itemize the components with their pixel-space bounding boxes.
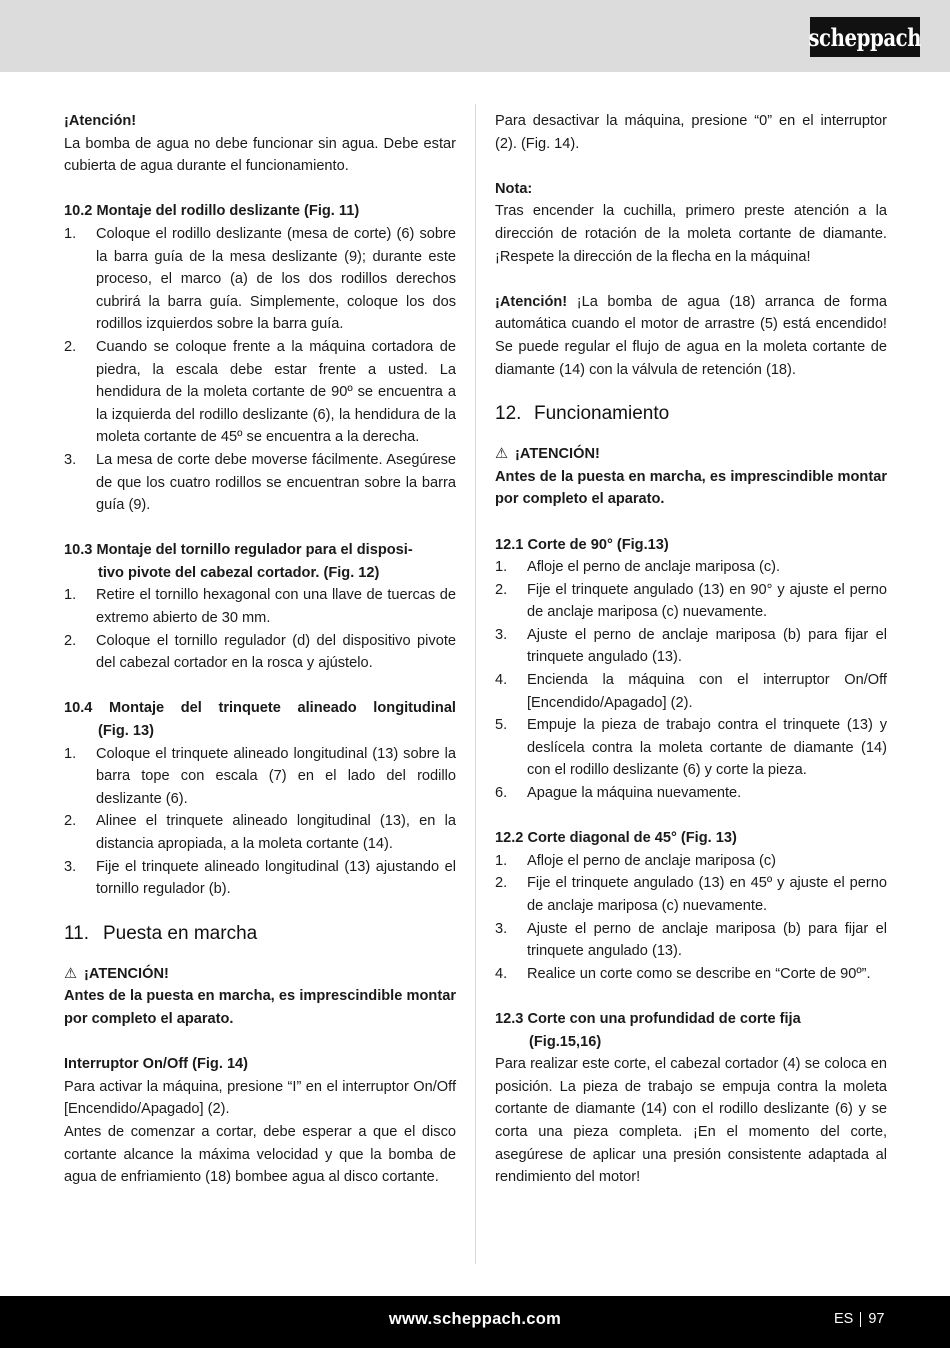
note-title: Nota: — [495, 180, 533, 197]
list-item-number: 3. — [495, 626, 508, 643]
list-item-text: Apague la máquina nuevamente. — [527, 785, 742, 802]
list-item-number: 2. — [495, 581, 508, 598]
list-item — [64, 449, 456, 517]
section-12-1-list — [495, 556, 887, 805]
section-12-warning-title: ⚠ ¡ATENCIÓN! — [495, 443, 887, 466]
warning-triangle-icon: ⚠ — [495, 446, 509, 463]
list-item-number: 2. — [64, 813, 77, 830]
list-item-text: Encienda la máquina con el interruptor On/Off [Encendido/Apagado] (2). — [527, 672, 887, 711]
list-item-text: Realice un corte como se describe en “Corte de 90º”. — [527, 965, 871, 982]
section-11-warning-title: ⚠ ¡ATENCIÓN! — [64, 963, 456, 986]
list-item-text: Coloque el tornillo regulador (d) del dispositivo pivote del cabezal cortador en la rosca y ajústelo. — [96, 632, 456, 672]
attention-text: La bomba de agua no debe funcionar sin agua. Debe estar cubierta de agua durante el funcionamiento. — [64, 135, 456, 175]
list-item-text: Fije el trinquete angulado (13) en 90° y ajuste el perno de anclaje mariposa (c) nuevamente. — [527, 581, 887, 621]
onoff-title: Interruptor On/Off (Fig. 14) — [64, 1056, 249, 1073]
section-10-3-list — [64, 584, 456, 674]
footer-separator — [860, 1312, 861, 1327]
list-item-number: 6. — [495, 785, 508, 802]
section-12-3-title: 12.3 Corte con una profundidad de corte fija (Fig.15,16) — [495, 1010, 801, 1050]
footer-url[interactable]: www.scheppach.com — [388, 1309, 562, 1328]
list-item-text: Afloje el perno de anclaje mariposa (c) — [527, 852, 777, 869]
section-12-3-text: Para realizar este corte, el cabezal cortador (4) se coloca en posición. La pieza de trabajo se empuja contra la moleta cortante de diamante (14) con el rodillo deslizante (6) y se corta una pieza completa. ¡En el momento del corte, asegúrese de aplicar una presión consistente adaptada al rendimiento del motor! — [495, 1056, 887, 1186]
list-item — [495, 579, 887, 624]
list-item-text: Alinee el trinquete alineado longitudinal (13), en la distancia apropiada, a la moleta cortante (14). — [96, 813, 456, 852]
list-item-number: 1. — [64, 225, 77, 242]
list-item-text: Fije el trinquete alineado longitudinal (13) ajustando el tornillo regulador (b). — [96, 858, 456, 898]
list-item — [495, 850, 887, 873]
list-item-text: Ajuste el perno de anclaje mariposa (b) para fijar el trinquete angulado (13). — [527, 626, 887, 666]
list-item-number: 5. — [495, 717, 508, 734]
scheppach-logo: scheppach — [810, 17, 920, 57]
section-12-2-title: 12.2 Corte diagonal de 45° (Fig. 13) — [495, 830, 737, 847]
list-item — [495, 872, 887, 917]
list-item-number: 1. — [495, 559, 508, 576]
onoff-text-1: Para activar la máquina, presione “I” en el interruptor On/Off [Encendido/Apagado] (2). — [64, 1078, 456, 1118]
note-text: Tras encender la cuchilla, primero preste atención a la dirección de rotación de la moleta cortante de diamante. ¡Respete la dirección de la flecha en la máquina! — [495, 203, 887, 265]
section-11-heading: 11. Puesta en marcha — [64, 922, 258, 944]
list-item-text: Fije el trinquete angulado (13) en 45º y ajuste el perno de anclaje mariposa (c) nuevamente. — [527, 875, 887, 914]
list-item-number: 1. — [64, 587, 77, 604]
list-item — [495, 963, 887, 986]
attention-title: ¡Atención! — [64, 113, 137, 129]
list-item — [495, 669, 887, 714]
list-item — [64, 810, 456, 855]
section-12-warning-text: Antes de la puesta en marcha, es imprescindible montar por completo el aparato. — [495, 468, 887, 508]
list-item — [495, 918, 887, 963]
section-11-warning-text: Antes de la puesta en marcha, es imprescindible montar por completo el aparato. — [64, 988, 456, 1027]
list-item-number: 1. — [495, 852, 508, 869]
right-column — [495, 110, 887, 1189]
list-item-text: La mesa de corte debe moverse fácilmente. Asegúrese de que los cuatro rodillos se encuentran sobre la barra guía (9). — [96, 451, 456, 514]
left-column — [64, 110, 456, 1189]
list-item-text: Empuje la pieza de trabajo contra el trinquete (13) y deslícela contra la moleta cortante de diamante (14) con el rodillo deslizante (6) y corte la pieza. — [527, 717, 887, 779]
list-item — [64, 336, 456, 449]
right-attention-text: ¡Atención! ¡La bomba de agua (18) arranca de forma automática cuando el motor de arrastre (5) está encendido! Se puede regular el flujo de agua en la moleta cortante de diamante (14) con la válvula de retención (18). — [495, 293, 887, 378]
list-item — [495, 624, 887, 669]
list-item-number: 3. — [495, 920, 508, 937]
section-10-2-list — [64, 223, 456, 517]
list-item-number: 2. — [495, 875, 508, 892]
list-item — [495, 714, 887, 782]
section-10-4-title: 10.4 Montaje del trinquete alineado longitudinal (Fig. 13) — [64, 700, 456, 740]
list-item — [64, 584, 456, 629]
deactivate-text: Para desactivar la máquina, presione “0” en el interruptor (2). (Fig. 14). — [495, 113, 887, 152]
list-item-number: 4. — [495, 672, 508, 689]
list-item — [495, 556, 887, 579]
warning-triangle-icon: ⚠ — [64, 965, 78, 982]
list-item-text: Coloque el rodillo deslizante (mesa de corte) (6) sobre la barra guía de la mesa deslizante (9); durante este proceso, el marco (a) de los dos rodillos derechos cubrirá la barra guía. Simplemente, coloque los dos rodillos izquierdos sobre la barra guía. — [96, 225, 456, 333]
list-item — [64, 743, 456, 811]
list-item-number: 4. — [495, 965, 508, 982]
list-item — [495, 782, 887, 805]
list-item-number: 3. — [64, 858, 77, 875]
list-item-text: Retire el tornillo hexagonal con una llave de tuercas de extremo abierto de 30 mm. — [96, 587, 456, 627]
list-item — [64, 223, 456, 336]
section-10-3-title: 10.3 Montaje del tornillo regulador para el disposi- tivo pivote del cabezal cortador. (Fig. 12) — [64, 542, 413, 581]
list-item-number: 2. — [64, 632, 77, 649]
list-item — [64, 630, 456, 675]
list-item — [64, 856, 456, 901]
section-12-heading: 12. Funcionamiento — [495, 403, 670, 425]
section-10-2-title: 10.2 Montaje del rodillo deslizante (Fig. 11) — [64, 203, 360, 220]
column-divider — [475, 104, 476, 1264]
list-item-number: 2. — [64, 338, 77, 355]
list-item-text: Ajuste el perno de anclaje mariposa (b) para fijar el trinquete angulado (13). — [527, 920, 887, 960]
list-item-text: Afloje el perno de anclaje mariposa (c). — [527, 559, 781, 576]
section-12-1-title: 12.1 Corte de 90° (Fig.13) — [495, 536, 669, 553]
list-item-number: 3. — [64, 451, 77, 468]
section-12-2-list — [495, 850, 887, 986]
list-item-text: Cuando se coloque frente a la máquina cortadora de piedra, la escala debe estar frente a usted. La hendidura de la moleta cortante de 90º se encuentra a la izquierda del rodillo deslizante (6), la hendidura de la moleta cortante de 45º se encuentra a la derecha. — [96, 338, 456, 446]
section-10-4-list — [64, 743, 456, 901]
onoff-text-2: Antes de comenzar a cortar, debe esperar a que el disco cortante alcance la máxima velocidad y que la bomba de agua de enfriamiento (18) bombee agua al disco cortante. — [64, 1123, 456, 1186]
list-item-text: Coloque el trinquete alineado longitudinal (13) sobre la barra tope con escala (7) en el lado del rodillo deslizante (6). — [96, 745, 456, 807]
list-item-number: 1. — [64, 745, 77, 762]
footer-page-number: ES 97 — [834, 1311, 885, 1327]
